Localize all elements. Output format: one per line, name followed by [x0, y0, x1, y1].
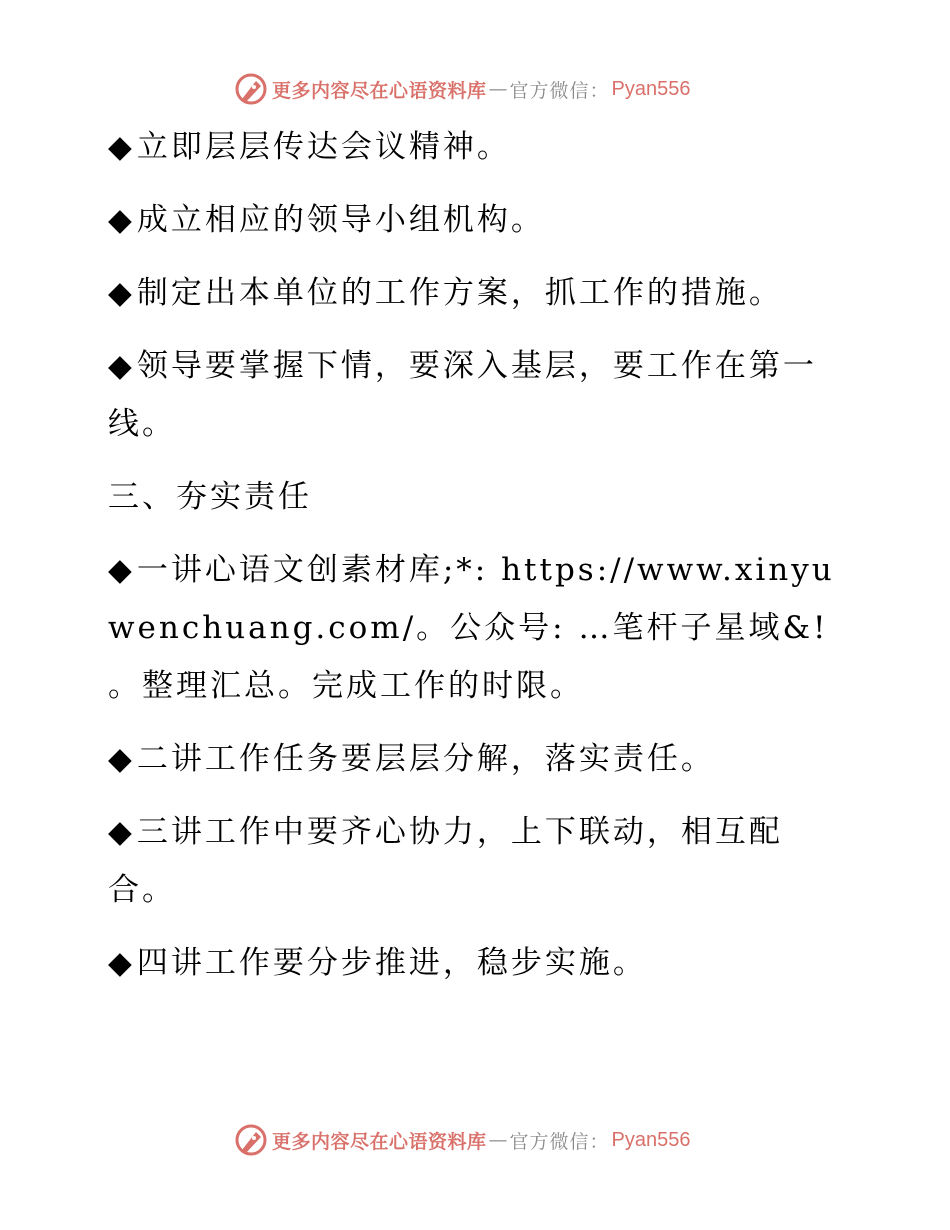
- bullet-paragraph: [96, 264, 836, 322]
- diamond-bullet-icon: ◆: [108, 129, 135, 165]
- paragraph-text: 立即层层传达会议精神。: [136, 129, 511, 165]
- bullet-paragraph: [96, 337, 836, 453]
- section-heading: 三、夯实责任: [108, 479, 312, 515]
- banner-dash: —: [488, 78, 508, 100]
- paragraph-text: 领导要掌握下情，要深入基层，要工作在第一线。: [108, 348, 817, 442]
- diamond-bullet-icon: ◆: [108, 275, 135, 311]
- banner-subtitle: 官方微信：: [509, 1130, 610, 1153]
- document-body: [96, 118, 836, 1007]
- diamond-bullet-icon: ◆: [108, 202, 135, 238]
- paragraph-text: 四讲工作要分步推进，稳步实施。: [136, 945, 647, 981]
- pen-nib-logo-icon: [234, 72, 268, 106]
- banner-wechat-id: Pyan556: [611, 77, 691, 100]
- paragraph-text: 成立相应的领导小组机构。: [136, 202, 545, 238]
- paragraph-text: 二讲工作任务要层层分解，落实责任。: [136, 741, 715, 777]
- banner-title: 更多内容尽在心语资料库: [272, 79, 487, 102]
- diamond-bullet-icon: ◆: [108, 814, 135, 850]
- diamond-bullet-icon: ◆: [108, 945, 135, 981]
- diamond-bullet-icon: ◆: [108, 348, 135, 384]
- header-banner: [234, 72, 691, 106]
- banner-dash: —: [488, 1129, 508, 1151]
- bullet-paragraph: [96, 118, 836, 176]
- banner-title: 更多内容尽在心语资料库: [272, 1130, 487, 1153]
- bullet-paragraph: [96, 191, 836, 249]
- bullet-paragraph: [96, 541, 836, 715]
- paragraph-text: 三讲工作中要齐心协力，上下联动，相互配合。: [108, 814, 783, 908]
- diamond-bullet-icon: ◆: [108, 552, 135, 588]
- banner-wechat-id: Pyan556: [611, 1128, 691, 1151]
- paragraph-text: 制定出本单位的工作方案，抓工作的措施。: [136, 275, 783, 311]
- paragraph-text: 一讲心语文创素材库;*: https://www.xinyuwenchuang.com/。公众号: …笔杆子星域&! 。整理汇总。完成工作的时限。: [108, 552, 835, 704]
- banner-subtitle: 官方微信：: [509, 79, 610, 102]
- pen-nib-logo-icon: [234, 1123, 268, 1157]
- bullet-paragraph: [96, 934, 836, 992]
- bullet-paragraph: [96, 803, 836, 919]
- bullet-paragraph: [96, 730, 836, 788]
- footer-banner: [234, 1123, 691, 1157]
- diamond-bullet-icon: ◆: [108, 741, 135, 777]
